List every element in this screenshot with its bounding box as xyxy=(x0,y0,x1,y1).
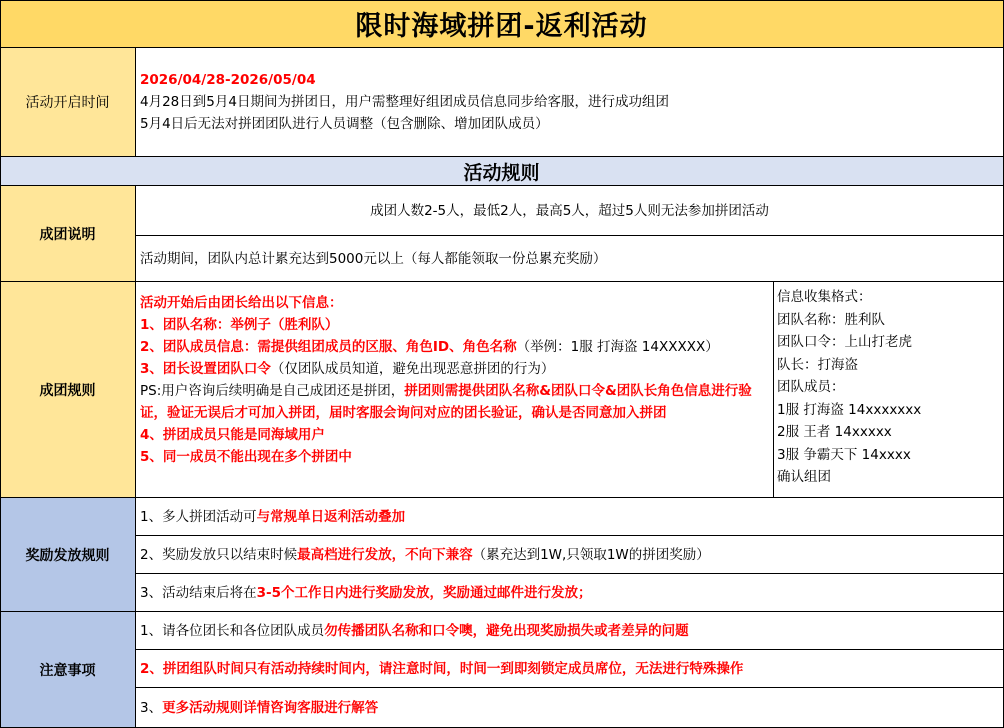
notes-label: 注意事项 xyxy=(0,612,136,728)
open-time-line2: 5月4日后无法对拼团团队进行人员调整（包含删除、增加团队成员） xyxy=(140,116,549,132)
reward-r2-black: 2、奖励发放只以结束时候 xyxy=(140,546,298,563)
notes-row1 xyxy=(136,612,1004,650)
team-rules-ps xyxy=(140,380,769,424)
reward-r3-red: 3-5个工作日内进行奖励发放，奖励通过邮件进行发放； xyxy=(256,584,592,601)
info-line: 确认组团 xyxy=(777,469,831,485)
team-rules-content xyxy=(136,282,774,498)
reward-row3 xyxy=(136,574,1004,612)
reward-r2-tail: （累充达到1W,只领取1W的拼团奖励） xyxy=(472,546,710,563)
notes-row3 xyxy=(136,688,1004,728)
reward-r1-red: 与常规单日返利活动叠加 xyxy=(256,508,406,525)
reward-r3-black: 3、活动结束后将在 xyxy=(140,584,257,601)
team-rules-item2-black: （举例：1服 打海盗 14XXXXX） xyxy=(516,339,719,355)
open-time-label: 活动开启时间 xyxy=(0,48,136,157)
notes-n2-red: 2、拼团组队时间只有活动持续时间内，请注意时间，时间一到即刻锁定成员席位，无法进行特殊操作 xyxy=(140,660,744,677)
info-line: 团队成员： xyxy=(777,379,845,395)
open-time-content xyxy=(136,48,1004,157)
team-desc-row2-text: 活动期间，团队内总计累充达到5000元以上（每人都能领取一份总累充奖励） xyxy=(140,250,607,267)
reward-row2 xyxy=(136,536,1004,574)
team-rules-item1: 1、团队名称：举例子（胜利队） xyxy=(140,317,339,333)
notes-n1-red: 勿传播团队名称和口令噢，避免出现奖励损失或者差异的问题 xyxy=(324,622,689,639)
info-line: 信息收集格式： xyxy=(777,289,872,305)
team-desc-row1-text: 成团人数2-5人，最低2人，最高5人，超过5人则无法参加拼团活动 xyxy=(370,202,769,219)
notes-row2 xyxy=(136,650,1004,688)
reward-row1 xyxy=(136,498,1004,536)
team-rules-item3-red: 3、团长设置团队口令 xyxy=(140,361,271,377)
reward-label: 奖励发放规则 xyxy=(0,498,136,612)
team-rules-label: 成团规则 xyxy=(0,282,136,498)
info-format-box xyxy=(774,282,1004,498)
notes-n3-red: 更多活动规则详情咨询客服进行解答 xyxy=(162,699,379,716)
reward-r1-black: 1、多人拼团活动可 xyxy=(140,508,257,525)
team-rules-item4: 4、拼团成员只能是同海域用户 xyxy=(140,427,325,443)
section-title: 活动规则 xyxy=(0,157,1004,186)
info-line: 团队名称：胜利队 xyxy=(777,311,885,328)
info-line: 1服 打海盗 14xxxxxxx xyxy=(777,401,922,418)
reward-r2-red: 最高档进行发放，不向下兼容 xyxy=(297,546,473,563)
team-rules-ps-black: PS:用户咨询后续明确是自己成团还是拼团， xyxy=(140,383,405,399)
info-line: 2服 王者 14xxxxx xyxy=(777,424,892,440)
team-desc-row2 xyxy=(136,236,1004,282)
info-line: 3服 争霸天下 14xxxx xyxy=(777,446,911,463)
notes-n1-black: 1、请各位团长和各位团队成员 xyxy=(140,622,325,639)
team-rules-item3 xyxy=(140,358,769,380)
team-rules-item2-red: 2、团队成员信息：需提供组团成员的区服、角色ID、角色名称 xyxy=(140,339,517,355)
team-rules-item5: 5、同一成员不能出现在多个拼团中 xyxy=(140,449,352,465)
notes-n3-black: 3、 xyxy=(140,699,163,716)
info-line: 团队口令：上山打老虎 xyxy=(777,334,912,350)
team-desc-label: 成团说明 xyxy=(0,186,136,282)
team-rules-heading: 活动开始后由团长给出以下信息： xyxy=(140,295,343,311)
page-title: 限时海域拼团-返利活动 xyxy=(0,0,1004,48)
info-line: 队长：打海盗 xyxy=(777,356,858,373)
open-time-line1: 4月28日到5月4日期间为拼团日，用户需整理好组团成员信息同步给客服，进行成功组团 xyxy=(140,94,669,110)
team-rules-ps-red: 拼团则需提供团队名称&团队口令&团队长角色信息进行验证，验证无误后才可加入拼团，届时客服会询问对应的团长验证，确认是否同意加入拼团 xyxy=(140,383,752,421)
team-rules-item2 xyxy=(140,336,769,358)
team-rules-item3-black: （仅团队成员知道，避免出现恶意拼团的行为） xyxy=(270,361,555,377)
team-desc-row1 xyxy=(136,186,1004,236)
open-time-date: 2026/04/28-2026/05/04 xyxy=(140,72,316,88)
